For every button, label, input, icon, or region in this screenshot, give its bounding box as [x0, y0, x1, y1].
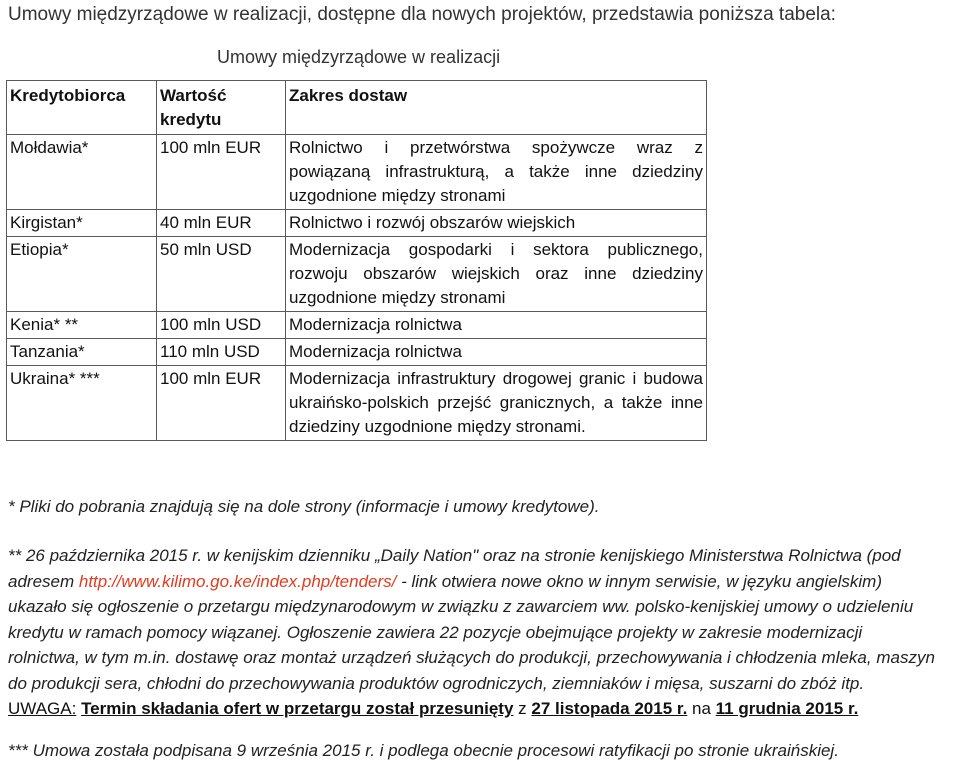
footnote-2-line3: ukazało się ogłoszenie o przetargu międzynarodowym w związku z zawarciem ww. polsko-kenijskiej umowy o udzieleniu — [8, 597, 914, 616]
cell-borrower: Kenia* ** — [7, 312, 157, 339]
cell-scope: Modernizacja rolnictwa — [286, 312, 707, 339]
footnote-2-line1: ** 26 października 2015 r. w kenijskim dzienniku „Daily Nation" oraz na stronie kenijskiego Ministerstwa Rolnictwa (pod — [8, 546, 901, 565]
cell-value: 100 mln EUR — [157, 135, 286, 210]
warning-text-from: z — [513, 699, 532, 718]
cell-borrower: Ukraina* *** — [7, 366, 157, 441]
footnote-2-link-note: - link otwiera nowe okno w innym serwisie, w języku angielskim) — [396, 571, 882, 591]
warning-text-to: na — [687, 699, 716, 718]
header-borrower: Kredytobiorca — [7, 81, 157, 135]
credits-table — [6, 80, 707, 441]
intro-text: Umowy międzyrządowe w realizacji, dostępne dla nowych projektów, przedstawia poniższa tabela: — [8, 4, 836, 25]
cell-borrower: Tanzania* — [7, 339, 157, 366]
cell-value: 40 mln EUR — [157, 210, 286, 237]
footnote-1: * Pliki do pobrania znajdują się na dole strony (informacje i umowy kredytowe). — [8, 497, 600, 516]
footnote-3: *** Umowa została podpisana 9 września 2015 r. i podlega obecnie procesowi ratyfikacji po stronie ukraińskiej. — [8, 741, 839, 760]
cell-value: 50 mln USD — [157, 237, 286, 312]
table-row — [7, 210, 707, 237]
warning-label: UWAGA: — [8, 699, 77, 718]
cell-scope: Modernizacja rolnictwa — [286, 339, 707, 366]
cell-scope: Modernizacja gospodarki i sektora publicznego, rozwoju obszarów wiejskich oraz inne dziedziny uzgodnione między stronami — [286, 237, 707, 312]
header-value: Wartość kredytu — [157, 81, 286, 135]
cell-scope: Modernizacja infrastruktury drogowej granic i budowa ukraińsko-polskich przejść granicznych, a także inne dziedziny uzgodnione między stronami. — [286, 366, 707, 441]
cell-scope: Rolnictwo i przetwórstwa spożywcze wraz z powiązaną infrastrukturą, a także inne dziedziny uzgodnione między stronami — [286, 135, 707, 210]
footnote-2-line4: kredytu w ramach pomocy wiązanej. Ogłoszenie zawiera 22 pozycje obejmujące projekty w zakresie modernizacji — [8, 622, 863, 642]
table-caption: Umowy międzyrządowe w realizacji — [217, 47, 501, 67]
warning-bold-text: Termin składania ofert w przetargu został przesunięty — [81, 699, 514, 718]
cell-borrower: Mołdawia* — [7, 135, 157, 210]
table-row — [7, 135, 707, 210]
table-header-row — [7, 81, 707, 135]
table-row — [7, 339, 707, 366]
warning-line — [8, 696, 935, 722]
tenders-link[interactable]: http://www.kilimo.go.ke/index.php/tenders/ — [78, 571, 397, 591]
cell-scope: Rolnictwo i rozwój obszarów wiejskich — [286, 210, 707, 237]
table-row — [7, 366, 707, 441]
cell-value: 100 mln USD — [157, 312, 286, 339]
footnote-2-line6: do produkcji sera, chłodni do przechowywania produktów ogrodniczych, ziemniaków i mięsa, suszarni do zbóż itp. — [8, 673, 865, 693]
footnote-2-line2 — [8, 569, 935, 595]
footnote-2-address-prefix: adresem — [8, 571, 79, 591]
warning-date-new: 11 grudnia 2015 r. — [715, 699, 859, 718]
cell-borrower: Kirgistan* — [7, 210, 157, 237]
header-scope: Zakres dostaw — [286, 81, 707, 135]
warning-date-old: 27 listopada 2015 r. — [531, 699, 688, 718]
table-row — [7, 237, 707, 312]
cell-value: 100 mln EUR — [157, 366, 286, 441]
table-row — [7, 312, 707, 339]
footnote-2-line5: rolnictwa, w tym m.in. dostawę oraz montaż urządzeń służących do produkcji, przechowywania i chłodzenia mleka, maszyn — [8, 648, 935, 667]
cell-borrower: Etiopia* — [7, 237, 157, 312]
cell-value: 110 mln USD — [157, 339, 286, 366]
footnote-2 — [8, 543, 935, 722]
